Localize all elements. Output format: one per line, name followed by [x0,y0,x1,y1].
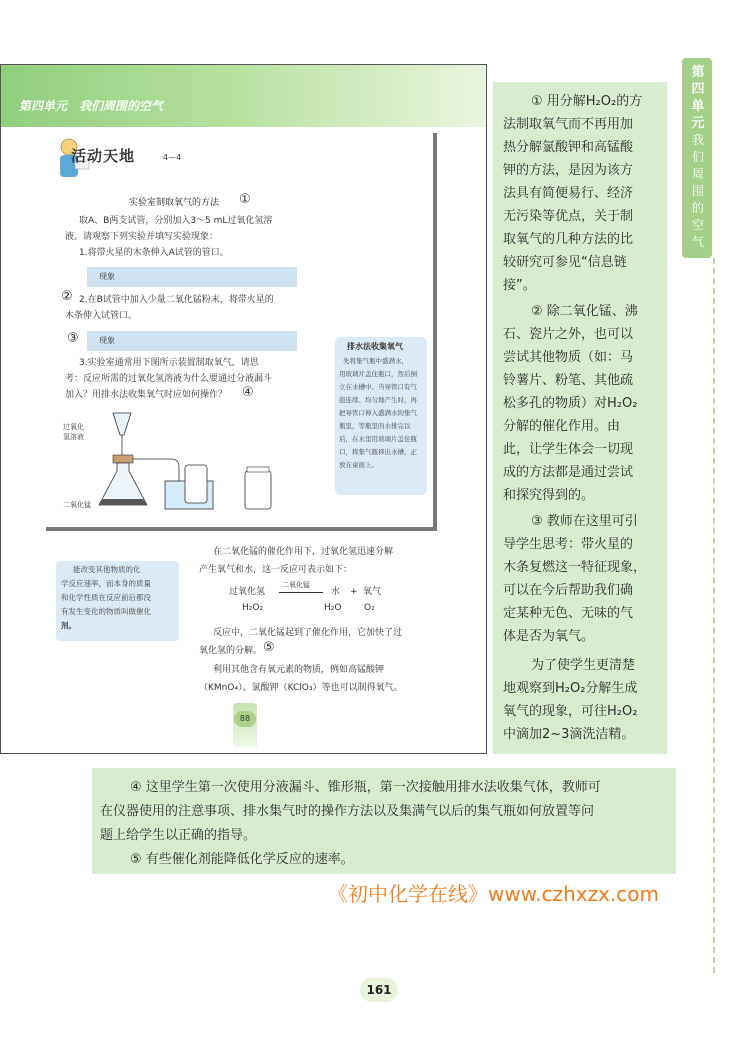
step-2-line-2: 木条伸入试管口。 [65,311,138,321]
sidebox-line: 泡连续、均匀地产生时，再 [339,396,417,404]
equation-water: 水 [331,587,341,597]
sidebox-line: 立在水槽中。当导管口有气 [339,383,417,391]
unit-side-tab-text [689,64,707,251]
observation-label-2: 现象 [99,336,115,345]
sidebox-line: 口，将集气瓶移出水槽，正 [339,448,417,456]
marker-1: ① [239,192,251,207]
intro-line-2: 液。请观察下列实验并填写实验现象： [65,232,219,242]
sidebox-line: 后，在水里用玻璃片盖住瓶 [339,435,417,443]
note-line: 取氧气的几种方法的比 [503,232,634,247]
equation-condition: 二氧化锰 [282,581,310,589]
observation-band-2 [87,331,297,351]
note-line: 此，让学生体会一切现 [503,442,634,457]
note-line: ② 除二氧化锰、沸 [531,304,638,319]
side-tab-title: 我们周围的空气 [691,133,704,249]
bottom-note-line: ⑤ 有些催化剂能降低化学反应的速率。 [130,852,354,867]
sidebox-line: 先将集气瓶中盛满水， [343,357,408,365]
note-line: 较研究可参见“信息链 [503,255,627,270]
label-mno2: 二氧化锰 [63,501,91,509]
note-line: 定某种无色、无味的气 [503,606,634,621]
note-line: 和探究得到的。 [503,488,595,503]
note-line: 中滴加2~3滴洗洁精。 [503,727,635,742]
equation-reactant: 过氧化氢 [229,587,266,597]
experiment-title: 实验室制取氧气的方法 [129,198,220,208]
formula-h2o: H₂O [324,603,342,613]
step-3-line-2: 考：反应所需的过氧化氢溶液为什么要通过分液漏斗 [65,374,273,384]
paragraph-3-line-1: 利用其他含有氧元素的物质，例如高锰酸钾 [213,665,385,675]
note-line: 体是否为氧气。 [503,629,595,644]
paragraph-2-line-2: 氧化氢的分解。 [199,646,263,656]
sidebox-line: 把导管口伸入盛满水的集气 [339,409,417,417]
observation-label-1: 现象 [99,272,115,281]
definition-line: 能改变其他物质的化 [73,565,141,574]
step-3-line-1: 3.实验室通常用下图所示装置制取氧气，请思 [79,358,259,368]
note-line: 松多孔的物质）对H₂O₂ [503,396,638,411]
note-line: 导学生思考：带火星的 [503,537,634,552]
page-number: 161 [360,978,398,1002]
observation-band-1 [87,267,297,287]
note-line: 氧气的现象，可往H₂O₂ [503,704,638,719]
definition-line: 学反应速率，而本身的质量 [61,579,151,588]
side-tab-unit: 第四单元 [691,65,705,131]
sidebox-title: 排水法收集氧气 [347,342,403,351]
equation-plus: + [350,587,358,597]
formula-o2: O₂ [364,603,375,613]
note-line: 石、瓷片之外，也可以 [503,327,634,342]
textbook-page-number: 88 [234,711,256,727]
note-line: 成的方法都是通过尝试 [503,465,634,480]
marker-3: ③ [67,331,79,346]
activity-number: 4—4 [163,153,182,162]
intro-line-1: 取A、B两支试管，分别加入3～5 mL过氧化氢溶 [79,216,273,226]
note-line: ① 用分解H₂O₂的方 [531,94,643,109]
unit-header-bar [1,65,486,127]
note-line: 为了使学生更清楚 [531,658,636,673]
bottom-note-line: 题上给学生以正确的指导。 [100,828,257,843]
note-line: 钾的方法，是因为该方 [503,163,634,178]
note-line: 可以在今后帮助我们确 [503,583,634,598]
label-h2o2-1: 过氧化 [63,423,84,431]
note-line: ③ 教师在这里可引 [531,514,638,529]
activity-title: 活动天地 [71,147,136,165]
bottom-note-line: 在仪器使用的注意事项、排水集气时的操作方法以及集满气以后的集气瓶如何放置等问 [100,804,595,819]
sidebox-line: 用玻璃片盖住瓶口，然后倒 [339,370,417,378]
oxygen-apparatus-illustration [61,405,291,515]
textbook-page [0,64,487,754]
note-line: 分解的催化作用。由 [503,419,621,434]
note-line: 地观察到H₂O₂分解生成 [503,681,638,696]
watermark: 《初中化学在线》www.czhxzx.com [328,882,660,906]
unit-header: 第四单元 我们周围的空气 [19,99,164,113]
definition-line: 剂。 [61,621,76,630]
paragraph-1-line-2: 产生氧气和水，这一反应可表示如下： [199,565,353,575]
step-2-line-1: 2.在B试管中加入少量二氧化锰粉末，将带火星的 [79,295,274,305]
note-line: 木条复燃这一特征现象， [503,560,647,575]
label-h2o2-2: 氢溶液 [63,433,84,441]
paragraph-2-line-1: 反应中，二氧化锰起到了催化作用，它加快了过 [213,628,403,638]
definition-line: 有发生变化的物质叫做催化 [61,607,151,616]
equation-arrow [279,592,323,593]
note-line: 尝试其他物质（如：马 [503,350,634,365]
marker-2: ② [61,289,73,304]
note-line: 热分解氯酸钾和高锰酸 [503,140,634,155]
bottom-note-line: ④ 这里学生第一次使用分液漏斗、锥形瓶，第一次接触用排水法收集气体，教师可 [130,780,601,795]
note-line: 法制取氧气而不再用加 [503,117,634,132]
marker-5: ⑤ [263,640,275,655]
sidebox-line: 瓶里，等瓶里的水排完以 [339,422,411,430]
formula-h2o2: H₂O₂ [242,603,264,613]
note-line: 接”。 [503,278,536,293]
paragraph-1-line-1: 在二氧化锰的催化作用下，过氧化氢迅速分解 [213,547,394,557]
paragraph-3-line-2: （KMnO₄）、氯酸钾（KClO₃）等也可以制得氧气。 [199,683,403,693]
definition-line: 和化学性质在反应前后都没 [61,593,151,602]
marker-4: ④ [242,385,254,400]
note-line: 铃薯片、粉笔、其他疏 [503,373,634,388]
sidebox-line: 放在桌面上。 [339,461,378,469]
equation-oxygen: 氧气 [363,587,382,597]
step-1: 1.将带火星的木条伸入A试管的管口。 [79,248,229,258]
note-line: 无污染等优点，关于制 [503,209,634,224]
step-3-line-3: 加入？用排水法收集氧气时应如何操作？ [65,390,228,400]
note-line: 法具有简便易行、经济 [503,186,634,201]
margin-dash-line [713,258,715,973]
